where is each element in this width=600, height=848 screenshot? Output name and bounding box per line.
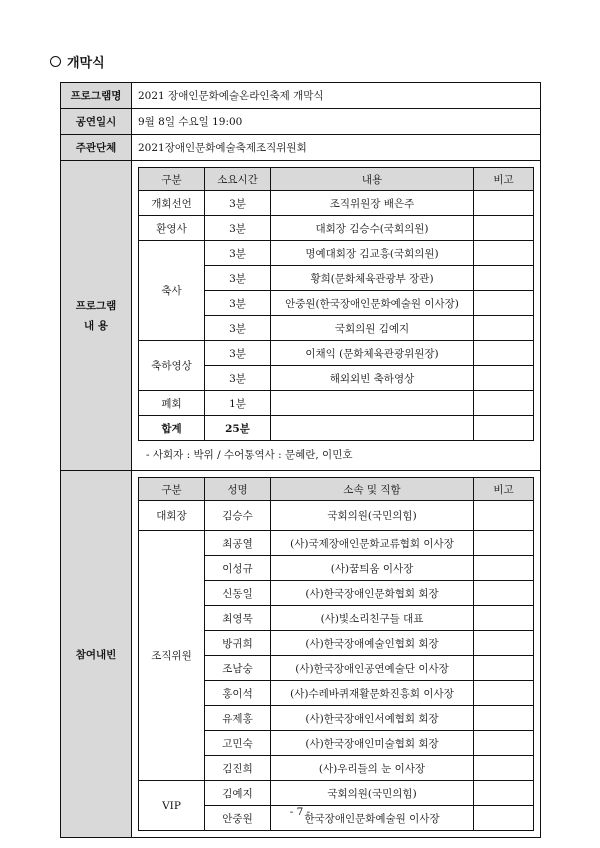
program-time: 3분	[205, 216, 271, 241]
guests-table	[138, 477, 534, 831]
organizer-label: 주관단체	[61, 135, 132, 161]
program-time: 3분	[205, 191, 271, 216]
guest-remarks	[474, 631, 534, 656]
guest-title: (사)꿈틔움 이사장	[271, 556, 474, 581]
program-table-header	[139, 168, 534, 191]
program-time: 3분	[205, 316, 271, 341]
table-row	[139, 216, 534, 241]
guest-name: 김예지	[205, 781, 271, 806]
guest-title: (사)우리들의 눈 이사장	[271, 756, 474, 781]
guests-header-category: 구분	[139, 478, 205, 501]
organizer-value: 2021장애인문화예술축제조직위원회	[132, 135, 541, 161]
program-time: 3분	[205, 291, 271, 316]
program-remarks	[474, 241, 534, 266]
guest-title: (사)수레바퀴재활문화진흥회 이사장	[271, 681, 474, 706]
guest-remarks	[474, 531, 534, 556]
circle-bullet-icon	[50, 56, 61, 67]
program-remarks	[474, 291, 534, 316]
program-remarks	[474, 216, 534, 241]
program-remarks	[474, 266, 534, 291]
guests-row	[61, 471, 541, 838]
table-row	[139, 781, 534, 806]
program-header-remarks: 비고	[474, 168, 534, 191]
program-category: 개회선언	[139, 191, 205, 216]
guests-cell	[132, 471, 541, 838]
guest-remarks	[474, 556, 534, 581]
program-content: 황희(문화체육관광부 장관)	[271, 266, 474, 291]
program-remarks	[474, 366, 534, 391]
program-content: 대회장 김승수(국회의원)	[271, 216, 474, 241]
program-table	[138, 167, 534, 441]
program-content: 명예대회장 김교흥(국회의원)	[271, 241, 474, 266]
program-remarks	[474, 316, 534, 341]
event-info-table	[60, 82, 541, 838]
guest-title: (사)빛소리친구들 대표	[271, 606, 474, 631]
guests-label: 참여내빈	[61, 471, 132, 838]
program-category: 축사	[139, 241, 205, 341]
guest-category: VIP	[139, 781, 205, 831]
section-heading-text: 개막식	[67, 56, 105, 71]
guest-remarks	[474, 681, 534, 706]
guest-remarks	[474, 501, 534, 531]
guests-header-remarks: 비고	[474, 478, 534, 501]
guest-title: (사)국제장애인문화교류협회 이사장	[271, 531, 474, 556]
program-remarks	[474, 416, 534, 441]
program-content	[271, 416, 474, 441]
guest-name: 유제홍	[205, 706, 271, 731]
guest-category: 조직위원	[139, 531, 205, 781]
program-time: 3분	[205, 341, 271, 366]
program-content-label-line1: 프로그램	[75, 299, 117, 312]
total-time: 25분	[205, 416, 271, 441]
program-time: 3분	[205, 366, 271, 391]
table-row	[139, 341, 534, 366]
performance-date-value: 9월 8일 수요일 19:00	[132, 109, 541, 135]
program-content: 안중원(한국장애인문화예술원 이사장)	[271, 291, 474, 316]
guest-remarks	[474, 656, 534, 681]
guest-title: (사)한국장애인미술협회 회장	[271, 731, 474, 756]
guest-title: 국회의원(국민의힘)	[271, 781, 474, 806]
table-row	[139, 191, 534, 216]
program-content-label	[61, 161, 132, 471]
program-content: 이채익 (문화체육관광위원장)	[271, 341, 474, 366]
host-note: - 사회자 : 박위 / 수어통역사 : 문혜란, 이민호	[146, 449, 353, 461]
program-time: 3분	[205, 241, 271, 266]
program-content	[271, 391, 474, 416]
guest-title: 국회의원(국민의힘)	[271, 501, 474, 531]
program-content: 해외외빈 축하영상	[271, 366, 474, 391]
guest-name: 고민숙	[205, 731, 271, 756]
guest-name: 이성규	[205, 556, 271, 581]
program-remarks	[474, 341, 534, 366]
program-total-row	[139, 416, 534, 441]
guest-name: 최공열	[205, 531, 271, 556]
program-remarks	[474, 391, 534, 416]
guest-name: 안중원	[205, 806, 271, 831]
guest-title: (사)한국장애인공연예술단 이사장	[271, 656, 474, 681]
program-name-value: 2021 장애인문화예술온라인축제 개막식	[132, 83, 541, 109]
guest-remarks	[474, 706, 534, 731]
guests-table-header	[139, 478, 534, 501]
guest-remarks	[474, 756, 534, 781]
guest-name: 김승수	[205, 501, 271, 531]
guest-title: (사)한국장애인서예협회 회장	[271, 706, 474, 731]
guest-name: 조남숭	[205, 656, 271, 681]
guest-remarks	[474, 781, 534, 806]
guest-remarks	[474, 581, 534, 606]
program-name-row	[61, 83, 541, 109]
total-label: 합계	[139, 416, 205, 441]
section-heading	[50, 52, 105, 71]
table-row	[139, 241, 534, 266]
guest-title: 한국장애인문화예술원 이사장	[271, 806, 474, 831]
program-content: 국회의원 김예지	[271, 316, 474, 341]
performance-date-row	[61, 109, 541, 135]
program-category: 축하영상	[139, 341, 205, 391]
program-content: 조직위원장 배은주	[271, 191, 474, 216]
program-content-row	[61, 161, 541, 471]
performance-date-label: 공연일시	[61, 109, 132, 135]
program-header-category: 구분	[139, 168, 205, 191]
program-category: 환영사	[139, 216, 205, 241]
table-row	[139, 391, 534, 416]
guest-name: 최영묵	[205, 606, 271, 631]
organizer-row	[61, 135, 541, 161]
program-category: 폐회	[139, 391, 205, 416]
guests-header-name: 성명	[205, 478, 271, 501]
program-content-label-line2: 내 용	[84, 319, 108, 332]
program-header-time: 소요시간	[205, 168, 271, 191]
guest-title: (사)한국장애인문화협회 회장	[271, 581, 474, 606]
program-remarks	[474, 191, 534, 216]
program-time: 1분	[205, 391, 271, 416]
table-row	[139, 501, 534, 531]
program-header-content: 내용	[271, 168, 474, 191]
guest-name: 신동일	[205, 581, 271, 606]
guest-remarks	[474, 731, 534, 756]
guest-name: 방귀희	[205, 631, 271, 656]
guest-name: 김진희	[205, 756, 271, 781]
guest-category: 대회장	[139, 501, 205, 531]
program-time: 3분	[205, 266, 271, 291]
guest-title: (사)한국장애예술인협회 회장	[271, 631, 474, 656]
program-name-label: 프로그램명	[61, 83, 132, 109]
guests-header-title: 소속 및 직함	[271, 478, 474, 501]
guest-name: 홍이석	[205, 681, 271, 706]
program-content-cell	[132, 161, 541, 471]
table-row	[139, 531, 534, 556]
guest-remarks	[474, 606, 534, 631]
page-number: - 7 -	[289, 806, 311, 818]
